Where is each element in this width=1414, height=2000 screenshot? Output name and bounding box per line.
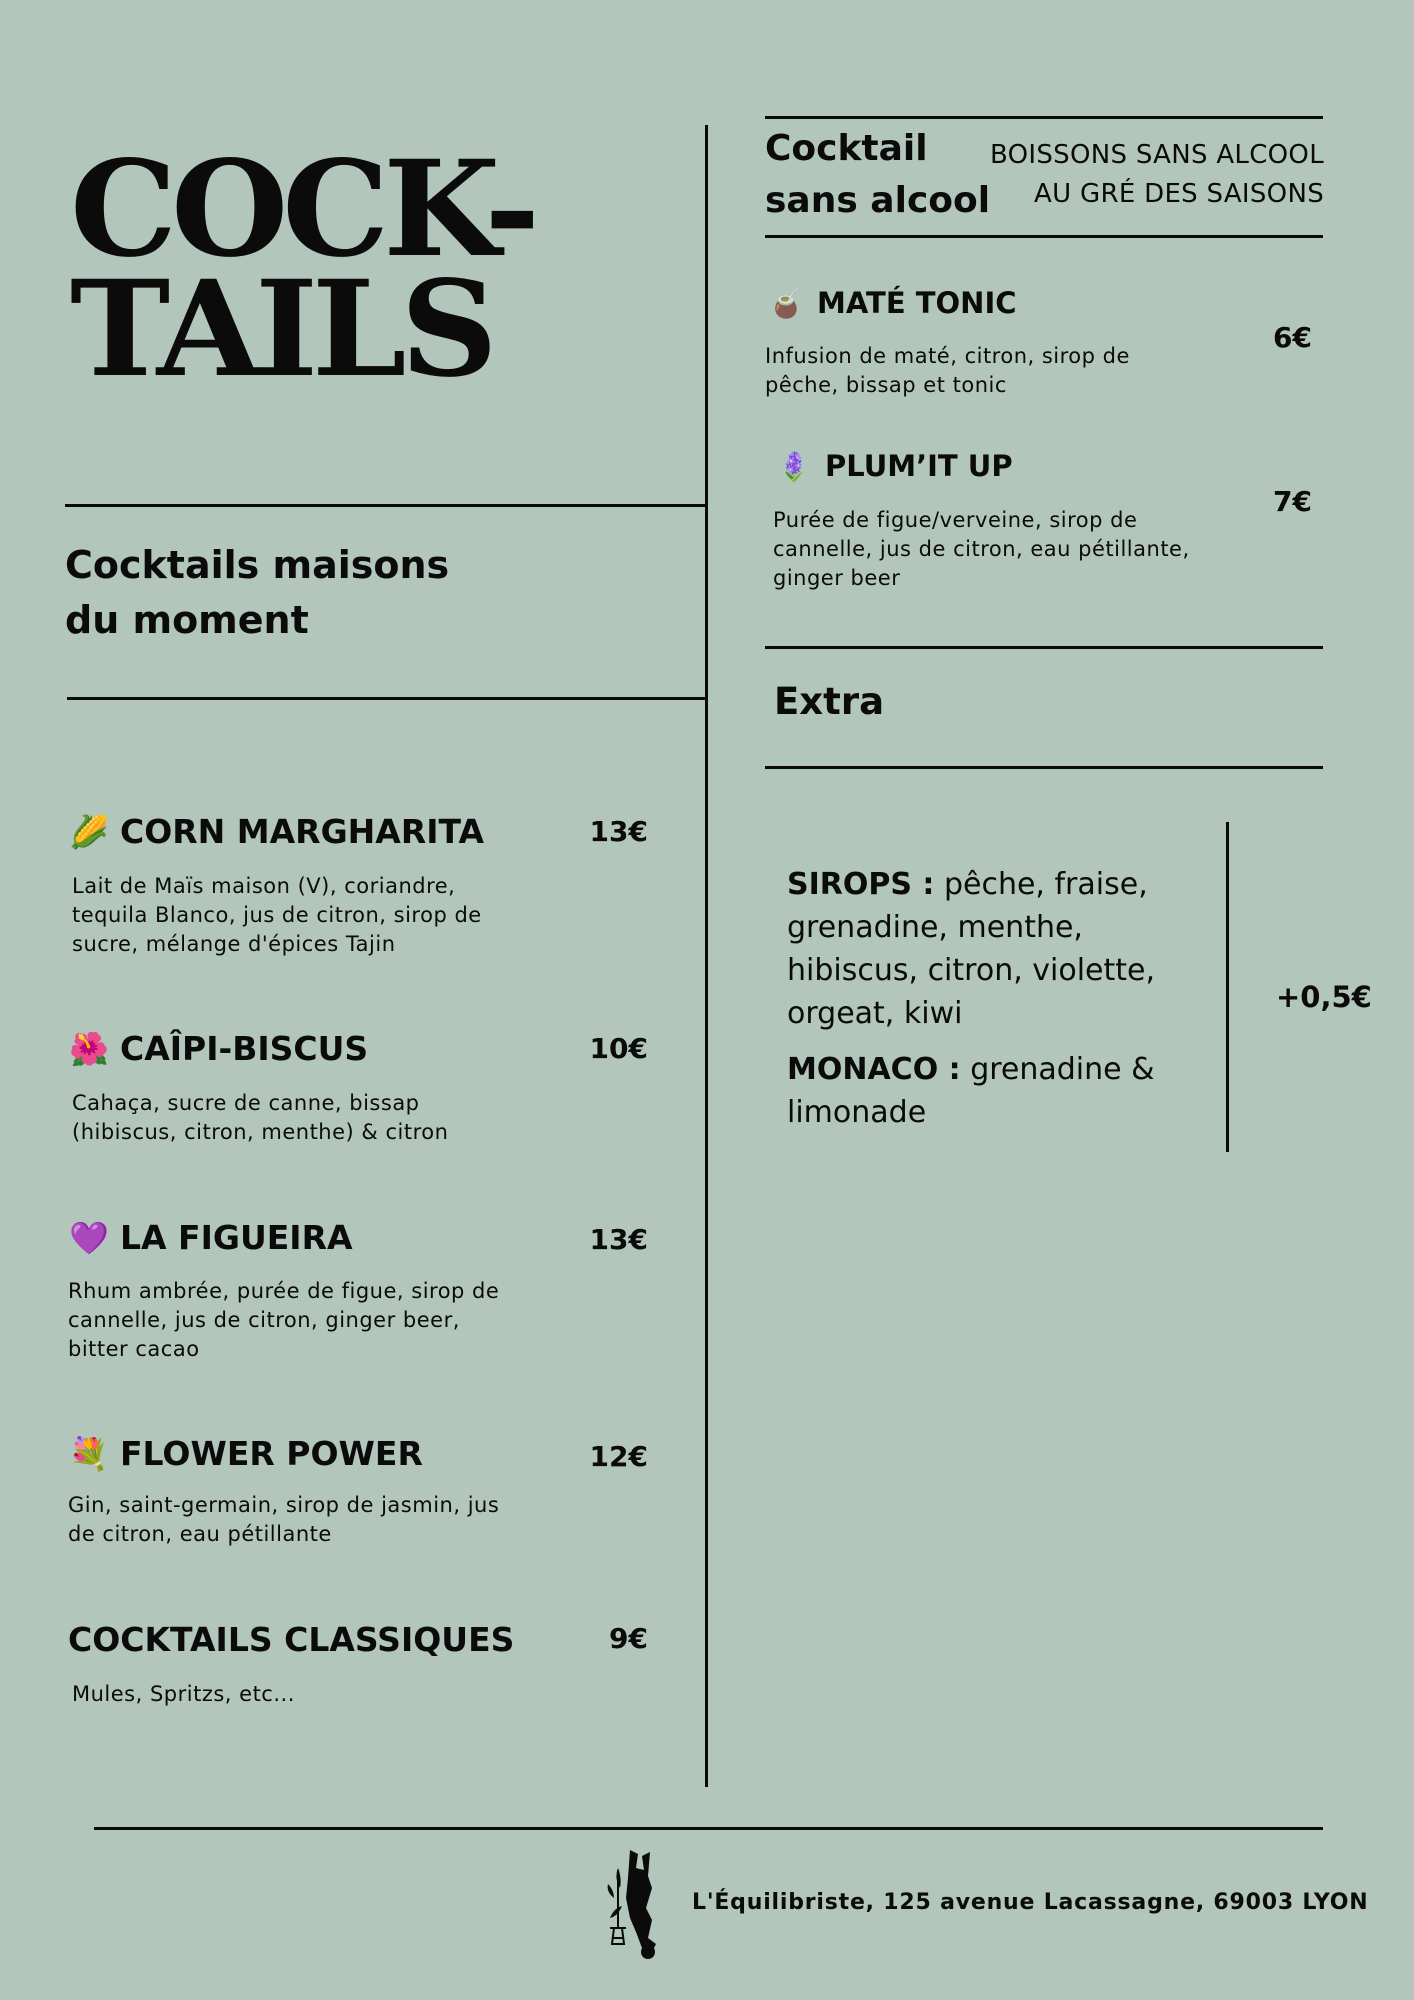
- menu-item-name: COCKTAILS CLASSIQUES: [68, 1620, 515, 1659]
- menu-item-name: 💜 LA FIGUEIRA: [69, 1218, 353, 1257]
- menu-item-price: 9€: [609, 1622, 648, 1655]
- nonalc-subtitle-line2: AU GRÉ DES SAISONS: [1034, 179, 1324, 209]
- sirops-list: pêche, fraise, grenadine, menthe, hibiscus, citron, violette, orgeat, kiwi: [787, 867, 1156, 1031]
- menu-item-description: Rhum ambrée, purée de figue, sirop de cannelle, jus de citron, ginger beer, bitter cacao: [68, 1279, 500, 1361]
- menu-item-description: Cahaça, sucre de canne, bissap (hibiscus, citron, menthe) & citron: [72, 1091, 449, 1144]
- corn-icon: 🌽: [69, 813, 109, 851]
- menu-item-price: 12€: [589, 1440, 648, 1473]
- hibiscus-icon: 🌺: [69, 1030, 109, 1068]
- nonalc-subtitle: [990, 136, 1324, 214]
- house-cocktails-heading: [65, 538, 449, 648]
- sirops-text: [787, 863, 1167, 1035]
- purple-heart-icon: 💜: [69, 1219, 109, 1257]
- nonalc-heading-line1: Cocktail: [765, 128, 928, 169]
- page-title-line2: TAILS: [70, 252, 492, 407]
- menu-item-price: 7€: [1273, 485, 1312, 518]
- divider-nonalc-bottom: [765, 235, 1323, 238]
- footer-address: L'Équilibriste, 125 avenue Lacassagne, 69003 LYON: [692, 1890, 1369, 1915]
- page-title: [70, 132, 535, 407]
- divider-nonalc-top: [765, 116, 1323, 119]
- nonalc-heading-line2: sans alcool: [765, 180, 991, 221]
- menu-item-price: 10€: [589, 1032, 648, 1065]
- extra-price-divider: [1226, 822, 1229, 1152]
- extra-price: +0,5€: [1276, 980, 1372, 1014]
- menu-item-description: Purée de figue/verveine, sirop de cannelle, jus de citron, eau pétillante, ginger beer: [773, 508, 1190, 590]
- nonalc-subtitle-line1: BOISSONS SANS ALCOOL: [989, 140, 1324, 170]
- monaco-desc: grenadine & limonade: [787, 1052, 1155, 1130]
- divider-house-bottom: [67, 697, 707, 700]
- menu-item-description: Gin, saint-germain, sirop de jasmin, jus de citron, eau pétillante: [68, 1493, 500, 1546]
- equilibrist-logo-icon: [600, 1848, 672, 1964]
- footer-divider: [94, 1827, 1323, 1830]
- mate-gourd-icon: 🧉: [768, 287, 804, 320]
- menu-item-name: 🌽 CORN MARGHARITA: [69, 812, 484, 851]
- house-heading-line1: Cocktails maisons: [65, 543, 450, 587]
- menu-item-name: 🧉 MATÉ TONIC: [765, 286, 1017, 320]
- menu-item-description: Mules, Spritzs, etc...: [72, 1682, 295, 1706]
- divider-house-top: [65, 504, 707, 507]
- menu-item-price: 6€: [1273, 321, 1312, 354]
- page-title-line1: COCK-: [70, 132, 535, 287]
- center-divider: [705, 125, 708, 1787]
- monaco-text: [787, 1048, 1167, 1134]
- extra-heading: Extra: [774, 680, 885, 723]
- divider-extra-top: [765, 646, 1323, 649]
- menu-item-name: 🪻 PLUM’IT UP: [773, 449, 1013, 483]
- monaco-label: MONACO :: [787, 1052, 961, 1087]
- menu-item-price: 13€: [589, 1223, 648, 1256]
- sirops-label: SIROPS :: [787, 867, 935, 902]
- hyacinth-icon: 🪻: [776, 450, 812, 483]
- menu-item-description: Infusion de maté, citron, sirop de pêche, bissap et tonic: [765, 344, 1130, 397]
- menu-item-name: 💐 FLOWER POWER: [69, 1434, 423, 1473]
- nonalc-heading: [765, 123, 990, 227]
- menu-item-price: 13€: [589, 815, 648, 848]
- menu-item-description: Lait de Maïs maison (V), coriandre, tequila Blanco, jus de citron, sirop de sucre, mélange d'épices Tajin: [72, 874, 482, 956]
- house-heading-line2: du moment: [65, 598, 309, 642]
- menu-item-name: 🌺 CAÎPI-BISCUS: [69, 1029, 369, 1068]
- divider-extra-bottom: [765, 766, 1323, 769]
- bouquet-icon: 💐: [69, 1435, 109, 1473]
